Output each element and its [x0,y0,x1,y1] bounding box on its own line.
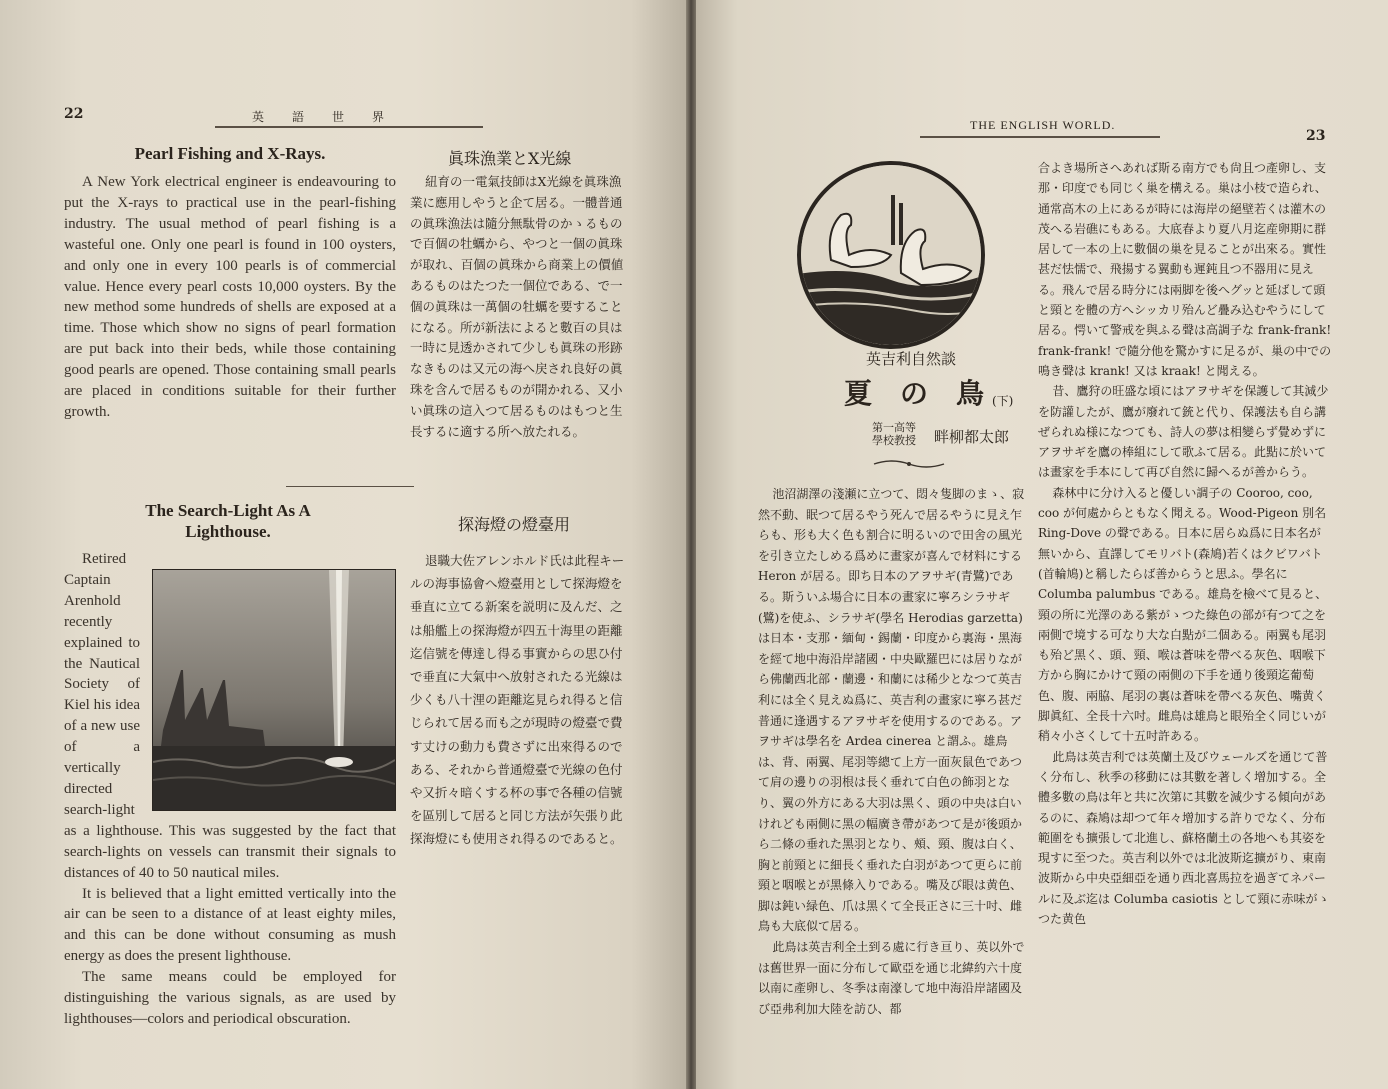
author-name: 畔柳都太郎 [934,428,1010,446]
article1-body-en [64,172,396,423]
column1-paragraph-2: 此鳥は英吉利全土到る處に行き亘り、英以外では舊世界一面に分布して歐亞を通じ北緯約六十度以南に產卵し、冬季は南濠して地中海沿岸諸國及び亞弗利加大陸を訪ひ、都 [758,940,1025,1016]
right-header-rule [920,136,1160,138]
column2-paragraph-4: 此鳥は英吉利では英蘭土及びウェールズを通じて普く分布し、秋季の移動には其數を著しく增加する。全體多數の鳥は年と共に次第に其數を減少する傾向があるのに、森鳩は却つて年々增加する許りでなく、分布範圍をも擴張して北進し、蘇格蘭土の各地へも其姿を現すに至つた。英吉利以外では北波斯迄擴がり、東南波斯から中央亞細亞を通り西北喜馬拉を過ぎてネパールに及ぶ迄は Columba casiotis として頸に赤味がゝつた黄色 [1038,749,1330,926]
book-gutter [686,0,696,1089]
right-column-2 [1038,158,1332,929]
article2-body-jp [410,549,632,851]
right-page [696,0,1388,1089]
header-rule [215,126,483,128]
searchlight-ship-illustration [153,570,395,810]
author-affiliation-line1: 第一高等 [872,421,916,434]
right-column-1 [758,484,1030,1019]
section-divider [286,486,414,487]
article2-paragraph-en-3: The same means could be employed for distinguishing the various signals, as are used by lighthouses—colors and periodical obscuration. [64,969,396,1027]
article-title-suffix: (下) [992,394,1014,408]
article2-title-jp: 探海燈の燈臺用 [458,515,571,534]
column2-paragraph-3: 森林中に分け入ると優しい調子の Cooroo, coo, coo が何處からともなく聞える。Wood-Pigeon 別名 Ring-Dove の聲である。日本に居らぬ爲に日本名が無いから、直譯してモリバト(森鳩)若くはクビワバト(首輪鳩)と稱したらば善からうと思ふ。學名に Columba palumbus である。雄鳥を檢べて見ると、頸の所に光澤のある紫がゝつた綠色の部が有つて之を兩側で境する可なり大な白點が二個ある。兩翼も尾羽も殆ど黑く、頭、頸、喉は蒼味を帶べる灰色、咽喉下方から胸にかけて頸の兩側の下手を通り後頸迄葡萄色、腹、兩脇、尾羽の裏は蒼味を帶べる灰色、嘴黄く脚眞紅、全長十六吋。雌鳥は雄鳥と眼殆全く同じいが稍々小さくして十五吋許ある。 [1038,485,1328,744]
left-page-number: 22 [64,106,84,122]
right-running-head: THE ENGLISH WORLD. [970,118,1116,132]
article2-paragraph-en-2: It is believed that a light emitted vertically into the air can be seen to a distance of at least eighty miles, and this can be done without consuming as mush energy as does the present lighthouse. [64,885,396,965]
series-title: 英吉利自然談 [866,350,957,368]
left-page [0,0,686,1089]
right-page-number: 23 [1306,128,1326,144]
article2-paragraph-en-1: Retired Captain Arenhold recently explained to the Nautical Society of Kiel his idea of a new use of a vertically directed search-light as a lighthouse. This was suggested by the fact that search-lights on vessels can transmit their signals to distances of 40 to 50 nautical miles. [64,551,396,881]
article2-paragraph-jp: 退職大佐アレンホルド氏は此程キールの海事協會へ燈臺用として探海燈を垂直に立てる新案を説明に及んだ、之は船艦上の探海燈が四五十海里の距離迄信號を傳達し得る事實からの思ひ付で垂直に大氣中へ放射されたる光線は少くも八十浬の距離迄見られ得ると信じられて居る而も之が現時の燈臺で費す丈けの動力も費さずに出來得るのである、それから普通燈臺で光線の色付や又折々暗くする杯の事で各種の信號を區別して居ると同じ方法が矢張り此探海燈にも使用され得るのであると。 [410,553,625,847]
swan-vignette [791,155,991,355]
searchlight-photo [152,569,396,811]
article1-paragraph-jp: 紐育の一電氣技師はX光線を眞珠漁業に應用しやうと企て居る。一體普通の眞珠漁法は隨分無駄骨のかゝるもので百個の牡蠣から、やつと一個の眞珠が取れ、百個の眞珠から商業上の價値あるものはたつた一個位である、で一個の眞珠は一萬個の牡蠣を要することになる。所が新法によると數百の貝は一時に見透かされて少しも眞珠の形跡なきものは又元の海へ戻され良好の眞珠を含んで居るものが開かれる、又小い眞珠の這入つて居るものはもつと生長するに適する所へ放たれる。 [410,174,624,439]
article2-title-en: The Search-Light As A Lighthouse. [145,501,311,541]
article-title: 夏 の 鳥 [844,377,985,410]
ornament-divider [872,456,946,470]
article1-body-jp [410,172,632,442]
article1-title-jp: 眞珠漁業とX光線 [448,149,572,168]
author-affiliation-line2: 學校教授 [872,434,916,447]
column1-paragraph-1: 池沼湖澤の淺瀬に立つて、悶々隻脚のまゝ、寂然不動、眠つて居るやう死んで居るやうに見え乍らも、形も大く色も割合に明るいので田舍の風光を引き立たしめる爲めに畫家が喜んで材料にする Heron が居る。即ち日本のアヲサギ(青鷺)である。斯ういふ場合に日本の畫家に寧ろシラサギ(鷺)を使ふ、シラサギ(學名 Herodias garzetta)は日本・支那・緬甸・錫蘭・印度から裏海・黑海を經て地中海沿岸諸國・中央歐羅巴には居りながら佛蘭西北部・蘭邊・和蘭には稀少となつて英吉利には全く見えぬ爲に、英吉利の畫家に寧ろ甚だ普通に逢遇するアヲサギを使用するのである。アヲサギは學名を Ardea cinerea と謂ふ。雄鳥は、背、兩翼、尾羽等總て上方一面灰鼠色であつて肩の邊りの羽根は長く垂れて白色の飾羽となり、翼の外方にある大羽は黑く、頭の中央は白いけれども兩側に黑の幅廣き帶があつて是が後頭から二條の垂れた黑羽となり、頰、頸、腹は白く、胸と前頸とに細長く垂れた白羽があつて更らに前頸と咽喉とが黑條入りである。嘴及び眼は黄色、脚は鈍い緑色、爪は黑くて全長正さに三十吋、雌鳥も大底似て居る。 [758,487,1025,934]
column2-paragraph-1: 合よき場所さへあれば斯る南方でも尙且つ產卵し、支那・印度でも同じく巢を構える。巢は小枝で造られ、通常高木の上にあるが時には海岸の絕壁若くは灌木の茂へる岩礁にもある。大底春より夏八月迄産卵期に群居して一本の上に數個の巢を見ることが出來る。實性甚だ怯懦で、飛揚する翼動も遲鈍且つ不器用に見える。飛んで居る時分には兩脚を後へグッと延ばして頭と頸とを體の方へシッカリ殆んど疊み込むやうにして居る。愕いて警戒を與ふる聲は高調子な frank-frank! frank-frank! で隨分他を驚かすに足るが、巢の中での鳴き聲は krank! 又は kraak! と聞える。 [1038,161,1332,378]
article1-paragraph-en: A New York electrical engineer is endeavouring to put the X-rays to practical use in the pearl-fishing industry. The usual method of pearl fishing is a wasteful one. Only one pearl is found in 100 oysters, and only one in every 100 pearls is of commercial value. Hence every pearl costs 10,000 oysters. By the new method some hundreds of shells are exposed at a time. Those which show no signs of pearl formation are put back into their beds, while those containing good pearls are opened. Those containing small pearls are placed in conditions suitable for their further growth. [64,174,396,420]
author-affiliation [872,421,916,447]
article1-title-en: Pearl Fishing and X-Rays. [134,144,326,163]
left-running-head: 英 語 世 界 [252,110,393,124]
column2-paragraph-2: 昔、鷹狩の旺盛な頃にはアヲサギを保護して其減少を防讙したが、鷹が廢れて銃と代り、保護法も自ら講ぜられぬ様になつても、詩人の夢は相變らず覺めずにアヲサギを鷹の棒組にして歌ふて居る。此點に於いては畫家を手本にして再び自然に歸へるが善からう。 [1038,384,1329,480]
article2-body-en [64,549,396,1030]
